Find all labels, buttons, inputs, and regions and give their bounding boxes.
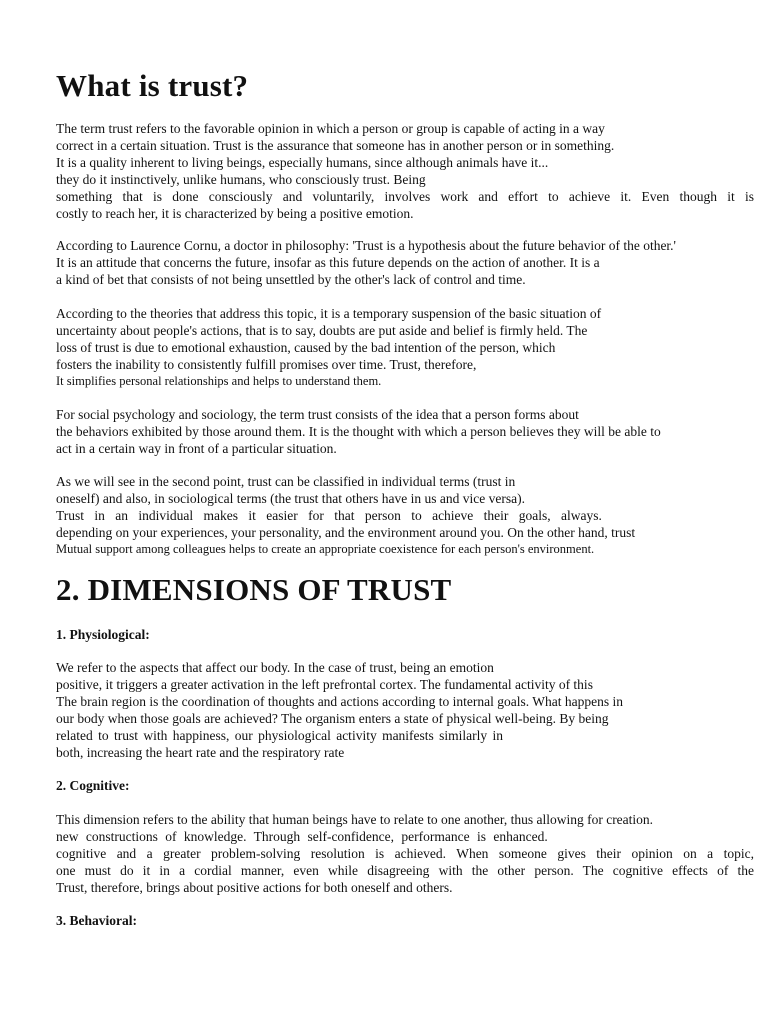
text-line: cognitive and a greater problem-solving resolution is achieved. When someone gives their opinion on a topic,: [56, 846, 754, 861]
text-line: The term trust refers to the favorable opinion in which a person or group is capable of acting in a way: [56, 121, 605, 136]
text-line: As we will see in the second point, trust can be classified in individual terms (trust in: [56, 474, 516, 489]
text-line: new constructions of knowledge. Through self-confidence, performance is enhanced.: [56, 829, 548, 844]
heading-dimensions-of-trust: 2. DIMENSIONS OF TRUST: [56, 572, 452, 607]
text-line: We refer to the aspects that affect our body. In the case of trust, being an emotion: [56, 660, 494, 675]
subheading-physiological: 1. Physiological:: [56, 627, 150, 642]
text-line: Trust, therefore, brings about positive actions for both oneself and others.: [56, 880, 453, 895]
paragraph-social-psychology: [56, 406, 754, 457]
text-line: The brain region is the coordination of thoughts and actions according to internal goals. What happens in: [56, 694, 623, 709]
subheading-behavioral: 3. Behavioral:: [56, 913, 137, 928]
text-line: something that is done consciously and voluntarily, involves work and effort to achieve it. Even though it is: [56, 189, 754, 204]
heading-what-is-trust: What is trust?: [56, 68, 249, 103]
text-line: Mutual support among colleagues helps to create an appropriate coexistence for each person's environment.: [56, 542, 595, 556]
text-line: According to the theories that address this topic, it is a temporary suspension of the basic situation of: [56, 306, 602, 321]
text-line: It simplifies personal relationships and helps to understand them.: [56, 374, 382, 388]
text-line: Trust in an individual makes it easier for that person to achieve their goals, always.: [56, 508, 602, 523]
text-line: costly to reach her, it is characterized by being a positive emotion.: [56, 206, 414, 221]
text-line: the behaviors exhibited by those around them. It is the thought with which a person believes they will be able to: [56, 424, 661, 439]
text-line: According to Laurence Cornu, a doctor in philosophy: 'Trust is a hypothesis about the future behavior of the other.': [56, 238, 676, 253]
paragraph-cornu: [56, 237, 754, 288]
paragraph-theories: [56, 305, 754, 390]
text-line: depending on your experiences, your personality, and the environment around you. On the other hand, trust: [56, 525, 636, 540]
text-line: It is a quality inherent to living beings, especially humans, since although animals have it...: [56, 155, 549, 170]
text-line: both, increasing the heart rate and the respiratory rate: [56, 745, 345, 760]
text-line: one must do it in a cordial manner, even while disagreeing with the other person. The cognitive effects of the: [56, 863, 754, 878]
text-line: act in a certain way in front of a particular situation.: [56, 441, 337, 456]
text-line: a kind of bet that consists of not being unsettled by the other's lack of control and time.: [56, 272, 526, 287]
text-line: It is an attitude that concerns the future, insofar as this future depends on the action of another. It is a: [56, 255, 600, 270]
paragraph-physiological: [56, 659, 754, 761]
text-line: our body when those goals are achieved? The organism enters a state of physical well-being. By being: [56, 711, 609, 726]
text-line: fosters the inability to consistently fulfill promises over time. Trust, therefore,: [56, 357, 477, 372]
subheading-cognitive: 2. Cognitive:: [56, 778, 130, 793]
text-line: related to trust with happiness, our physiological activity manifests similarly in: [56, 728, 504, 743]
text-line: positive, it triggers a greater activation in the left prefrontal cortex. The fundamental activity of this: [56, 677, 593, 692]
paragraph-definition: [56, 120, 754, 222]
text-line: oneself) and also, in sociological terms (the trust that others have in us and vice versa).: [56, 491, 525, 506]
paragraph-classification: [56, 473, 754, 558]
text-line: This dimension refers to the ability that human beings have to relate to one another, thus allowing for creation.: [56, 812, 654, 827]
text-line: they do it instinctively, unlike humans, who consciously trust. Being: [56, 172, 426, 187]
text-line: uncertainty about people's actions, that is to say, doubts are put aside and belief is firmly held. The: [56, 323, 588, 338]
paragraph-cognitive: [56, 811, 754, 896]
text-line: loss of trust is due to emotional exhaustion, caused by the bad intention of the person, which: [56, 340, 556, 355]
text-line: correct in a certain situation. Trust is the assurance that someone has in another person or in something.: [56, 138, 615, 153]
text-line: For social psychology and sociology, the term trust consists of the idea that a person forms about: [56, 407, 579, 422]
